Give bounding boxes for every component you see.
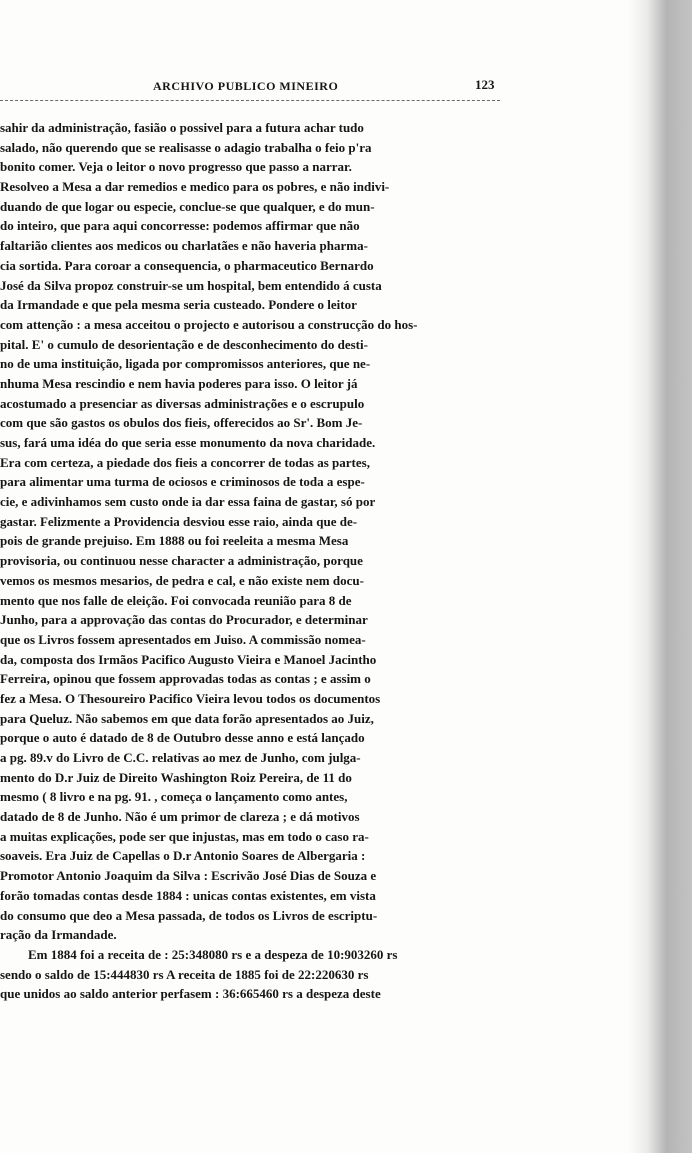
- text-line: com que são gastos os obulos dos fieis, offerecidos ao Sr'. Bom Je-: [0, 415, 363, 431]
- text-line: mento do D.r Juiz de Direito Washington Roiz Pereira, de 11 do: [0, 769, 352, 785]
- text-line: pois de grande prejuiso. Em 1888 ou foi reeleita a mesma Mesa: [0, 533, 349, 549]
- text-line: forão tomadas contas desde 1884 : unicas contas existentes, em vista: [0, 887, 376, 903]
- text-line: provisoria, ou continuou nesse character a administração, porque: [0, 553, 363, 569]
- text-line: sendo o saldo de 15:444830 rs A receita de 1885 foi de 22:220630 rs: [0, 966, 369, 982]
- text-line: cia sortida. Para coroar a consequencia, o pharmaceutico Bernardo: [0, 257, 374, 273]
- text-line: ração da Irmandade.: [0, 927, 117, 943]
- text-line: datado de 8 de Junho. Não é um primor de clareza ; e dá motivos: [0, 809, 360, 825]
- text-line: salado, não querendo que se realisasse o adagio trabalha o feio p'ra: [0, 139, 372, 155]
- text-line: mesmo ( 8 livro e na pg. 91. , começa o lançamento como antes,: [0, 789, 348, 805]
- text-line: que os Livros fossem apresentados em Juiso. A commissão nomea-: [0, 631, 366, 647]
- text-line: porque o auto é datado de 8 de Outubro desse anno e está lançado: [0, 730, 365, 746]
- book-spine-shadow: [628, 0, 692, 1153]
- text-line: que unidos ao saldo anterior perfasem : 36:665460 rs a despeza deste: [0, 986, 381, 1002]
- header-title: ARCHIVO PUBLICO MINEIRO: [153, 79, 339, 93]
- text-line: acostumado a presenciar as diversas administrações e o escrupulo: [0, 395, 365, 411]
- text-line: vemos os mesmos mesarios, de pedra e cal, e não existe nem docu-: [0, 572, 364, 588]
- text-line: a muitas explicações, pode ser que injustas, mas em todo o caso ra-: [0, 828, 369, 844]
- text-line: do consumo que deo a Mesa passada, de todos os Livros de escriptu-: [0, 907, 378, 923]
- body-text: [0, 118, 520, 1004]
- text-line: faltarião clientes aos medicos ou charlatães e não haveria pharma-: [0, 238, 368, 254]
- text-line: a pg. 89.v do Livro de C.C. relativas ao mez de Junho, com julga-: [0, 750, 361, 765]
- text-line: José da Silva propoz construir-se um hospital, bem entendido á custa: [0, 277, 382, 293]
- text-line: pital. E' o cumulo de desorientação e de desconhecimento do desti-: [0, 336, 368, 352]
- text-line: cie, e adivinhamos sem custo onde ia dar essa faina de gastar, só por: [0, 494, 376, 510]
- text-line: da, composta dos Irmãos Pacifico Augusto Vieira e Manoel Jacintho: [0, 651, 377, 667]
- text-line: do inteiro, que para aqui concorresse: podemos affirmar que não: [0, 218, 360, 234]
- text-line: para alimentar uma turma de ociosos e criminosos de toda a espe-: [0, 474, 365, 490]
- text-line: com attenção : a mesa acceitou o projecto e autorisou a construcção do hos-: [0, 316, 418, 332]
- text-line: Junho, para a approvação das contas do Procurador, e determinar: [0, 612, 368, 628]
- text-line: soaveis. Era Juiz de Capellas o D.r Antonio Soares de Albergaria :: [0, 848, 366, 864]
- text-line: Em 1884 foi a receita de : 25:348080 rs e a despeza de 10:903260 rs: [28, 946, 398, 962]
- text-line: Promotor Antonio Joaquim da Silva : Escrivão José Dias de Souza e: [0, 868, 377, 884]
- text-line: nhuma Mesa rescindio e nem havia poderes para isso. O leitor já: [0, 375, 358, 391]
- text-line: no de uma instituição, ligada por compromissos anteriores, que ne-: [0, 356, 371, 372]
- text-line: bonito comer. Veja o leitor o novo progresso que passo a narrar.: [0, 159, 352, 175]
- text-line: da Irmandade e que pela mesma seria custeado. Pondere o leitor: [0, 297, 357, 313]
- text-line: Ferreira, opinou que fossem approvadas todas as contas ; e assim o: [0, 671, 371, 687]
- text-line: sus, fará uma idéa do que seria esse monumento da nova charidade.: [0, 435, 376, 450]
- text-line: mento que nos falle de eleição. Foi convocada reunião para 8 de: [0, 592, 352, 608]
- text-line: fez a Mesa. O Thesoureiro Pacifico Vieira levou todos os documentos: [0, 690, 381, 706]
- text-line: para Queluz. Não sabemos em que data forão apresentados ao Juiz,: [0, 710, 374, 726]
- page-number: 123: [475, 77, 495, 92]
- text-line: gastar. Felizmente a Providencia desviou esse raio, ainda que de-: [0, 513, 358, 529]
- text-line: Resolveo a Mesa a dar remedios e medico para os pobres, e não indivi-: [0, 179, 390, 195]
- text-line: duando de que logar ou especie, conclue-se que qualquer, e do mun-: [0, 198, 375, 214]
- text-line: Era com certeza, a piedade dos fieis a concorrer de todas as partes,: [0, 454, 370, 470]
- header-rule: [0, 100, 500, 101]
- running-header: [0, 77, 495, 97]
- text-line: sahir da administração, fasião o possivel para a futura achar tudo: [0, 120, 364, 135]
